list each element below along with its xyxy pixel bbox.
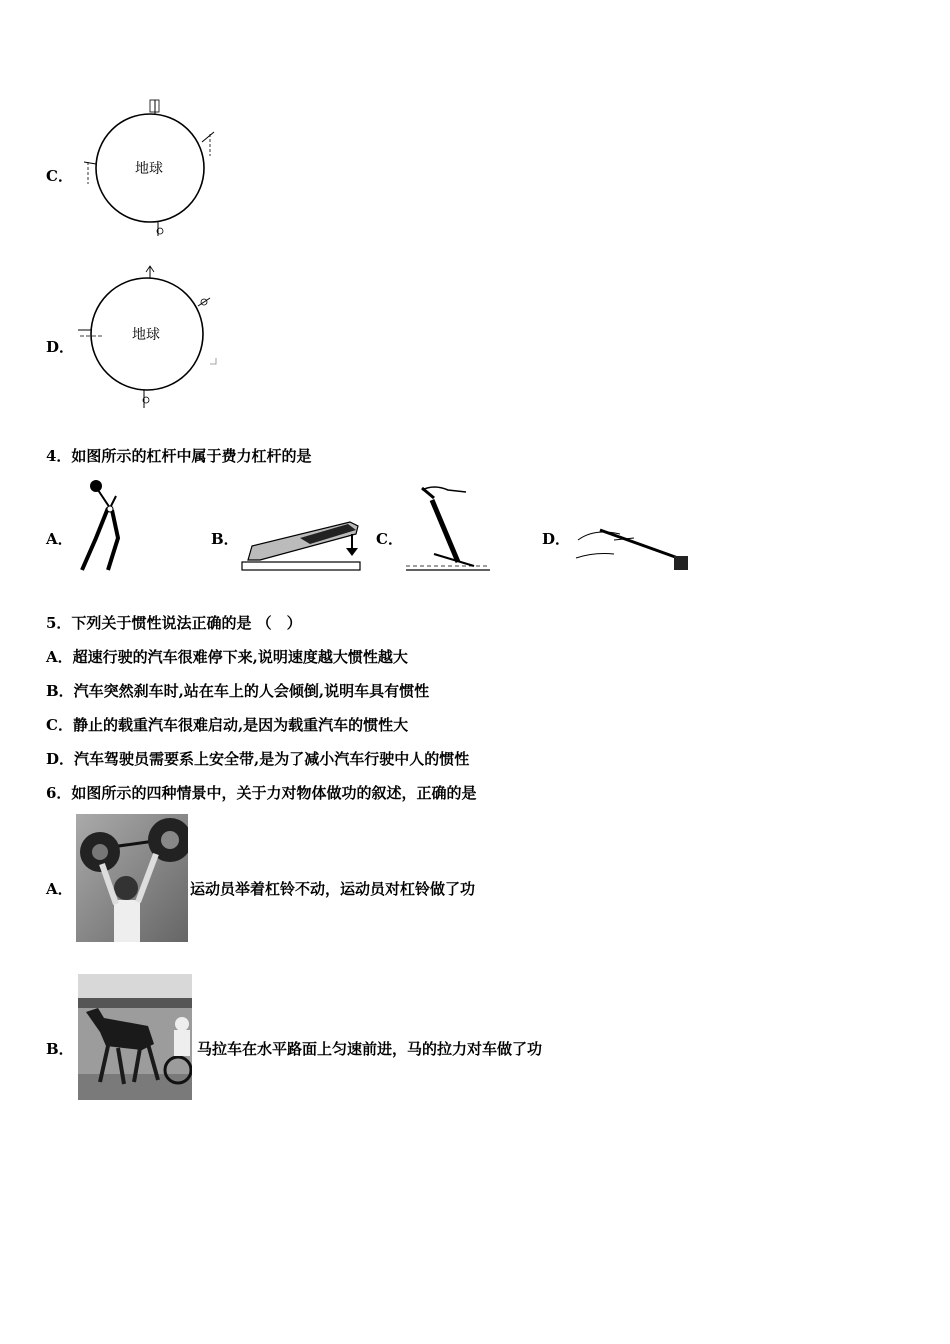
q3-option-d-earth-figure — [76, 262, 226, 412]
q4-stapler-figure — [240, 512, 364, 576]
q5-option-b: B．汽车突然刹车时,站在车上的人会倾倒,说明车具有惯性 — [46, 682, 430, 700]
q3-option-c-label: C． — [46, 167, 73, 185]
q5-option-d: D．汽车驾驶员需要系上安全带,是为了减小汽车行驶中人的惯性 — [46, 750, 470, 768]
q5-option-c: C．静止的载重汽车很难启动,是因为载重汽车的惯性大 — [46, 716, 409, 734]
return-mark-icon — [210, 358, 216, 364]
q6-option-b-text: 马拉车在水平路面上匀速前进，马的拉力对车做了功 — [197, 1040, 543, 1058]
q6-stem: 6．如图所示的四种情景中，关于力对物体做功的叙述，正确的是 — [46, 784, 477, 802]
q5-option-a: A．超速行驶的汽车很难停下来,说明速度越大惯性越大 — [46, 648, 408, 666]
q6-weightlifter-photo — [76, 814, 188, 942]
q4-option-a-label: A． — [46, 530, 73, 548]
q6-option-b-label: B． — [46, 1040, 74, 1058]
q4-option-b-label: B． — [211, 530, 239, 548]
q6-option-a-label: A． — [46, 880, 73, 898]
q3-option-c-earth-text: 地球 — [135, 161, 163, 177]
q4-pliers-figure — [72, 478, 142, 576]
q3-option-c-earth-figure — [80, 96, 220, 240]
q4-option-d-label: D． — [542, 530, 571, 548]
q6-horse-cart-photo — [78, 974, 192, 1100]
q4-pump-handle-figure — [404, 482, 494, 576]
q4-option-c-label: C． — [376, 530, 403, 548]
q6-option-a-text: 运动员举着杠铃不动，运动员对杠铃做了功 — [190, 880, 476, 898]
q4-screwdriver-figure — [574, 518, 696, 576]
q3-option-d-label: D． — [46, 338, 75, 356]
q3-option-d-earth-text: 地球 — [132, 327, 160, 343]
q5-stem: 5．下列关于惯性说法正确的是 （ ） — [46, 614, 302, 632]
q4-stem: 4．如图所示的杠杆中属于费力杠杆的是 — [46, 447, 312, 465]
